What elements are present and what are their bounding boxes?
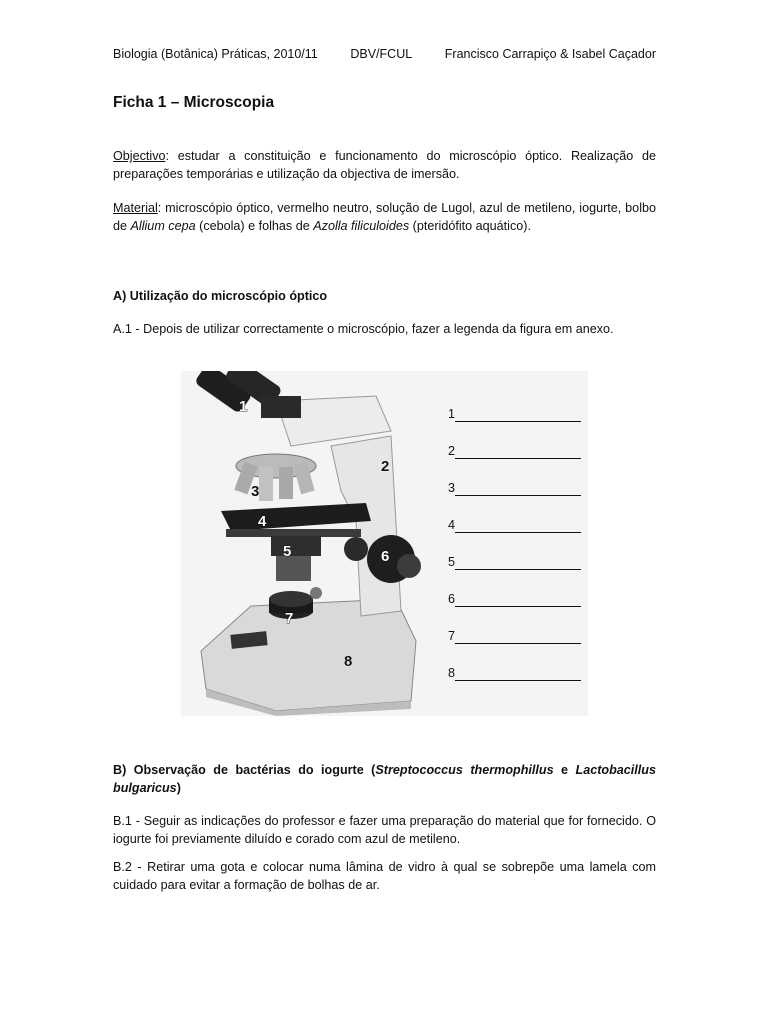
department-label: DBV/FCUL: [350, 47, 413, 61]
allium-species: Allium cepa: [130, 219, 196, 233]
figure-label-5: 5: [283, 543, 292, 560]
material-text-1: : microscópio óptico, vermelho neutro, solução de Lugol, azul de metileno, iogurte, bolbo de: [113, 201, 656, 233]
b2-paragraph: [113, 858, 656, 894]
section-b-conj: e: [553, 763, 576, 777]
figure-legend: [448, 407, 581, 703]
legend-number: 5: [448, 555, 456, 569]
material-text-2: (cebola) e folhas de: [195, 219, 314, 233]
legend-blank: [455, 666, 581, 681]
legend-blank: [455, 444, 581, 459]
page-title: Ficha 1 – Microscopia: [113, 94, 275, 111]
legend-blank: [455, 481, 581, 496]
b1-text: B.1 - Seguir as indicações do professor e fazer uma preparação do material que for fornecido. O iogurte foi previamente diluído e corado com azul de metileno.: [113, 814, 656, 846]
legend-row: [448, 629, 581, 666]
section-b-heading: [113, 761, 656, 797]
figure-label-2: 2: [381, 458, 390, 475]
figure-label-8: 8: [344, 653, 353, 670]
legend-row: [448, 555, 581, 592]
legend-row: [448, 407, 581, 444]
figure-label-4: 4: [258, 513, 267, 530]
page-header: [113, 47, 656, 61]
material-text-3: (pteridófito aquático).: [409, 219, 531, 233]
objective-text: : estudar a constituição e funcionamento do microscópio óptico. Realização de preparações temporárias e utilização da objectiva de imersão.: [113, 149, 656, 181]
species-lactobacillus: Lactobacillus bulgaricus: [113, 763, 656, 795]
material-label: Material: [113, 201, 158, 215]
legend-blank: [455, 555, 581, 570]
section-b-close: ): [176, 781, 181, 795]
figure-label-7: 7: [285, 610, 294, 627]
legend-row: [448, 666, 581, 703]
figure-label-3: 3: [251, 483, 260, 500]
legend-blank: [455, 407, 581, 422]
course-label: Biologia (Botânica) Práticas, 2010/11: [113, 47, 318, 61]
a1-paragraph: [113, 320, 656, 338]
section-a-heading: A) Utilização do microscópio óptico: [113, 289, 328, 303]
objective-paragraph: [113, 147, 656, 183]
legend-blank: [455, 629, 581, 644]
legend-number: 1: [448, 407, 456, 421]
authors-label: Francisco Carrapiço & Isabel Caçador: [444, 47, 656, 61]
legend-number: 2: [448, 444, 456, 458]
b2-text: B.2 - Retirar uma gota e colocar numa lâmina de vidro à qual se sobrepõe uma lamela com cuidado para evitar a formação de bolhas de ar.: [113, 860, 656, 892]
legend-number: 3: [448, 481, 456, 495]
figure-label-6: 6: [381, 548, 390, 565]
legend-number: 6: [448, 592, 456, 606]
legend-blank: [455, 518, 581, 533]
legend-row: [448, 444, 581, 481]
azolla-species: Azolla filiculoides: [313, 219, 410, 233]
legend-number: 4: [448, 518, 456, 532]
a1-text: A.1 - Depois de utilizar correctamente o microscópio, fazer a legenda da figura em anexo.: [113, 322, 614, 336]
objective-label: Objectivo: [113, 149, 166, 163]
legend-number: 8: [448, 666, 456, 680]
b1-paragraph: [113, 812, 656, 848]
legend-row: [448, 481, 581, 518]
legend-number: 7: [448, 629, 456, 643]
section-b-heading-text: B) Observação de bactérias do iogurte (: [113, 763, 376, 777]
figure-label-1: 1: [239, 398, 248, 415]
legend-row: [448, 518, 581, 555]
legend-blank: [455, 592, 581, 607]
legend-row: [448, 592, 581, 629]
material-paragraph: [113, 199, 656, 235]
species-streptococcus: Streptococcus thermophillus: [375, 763, 554, 777]
